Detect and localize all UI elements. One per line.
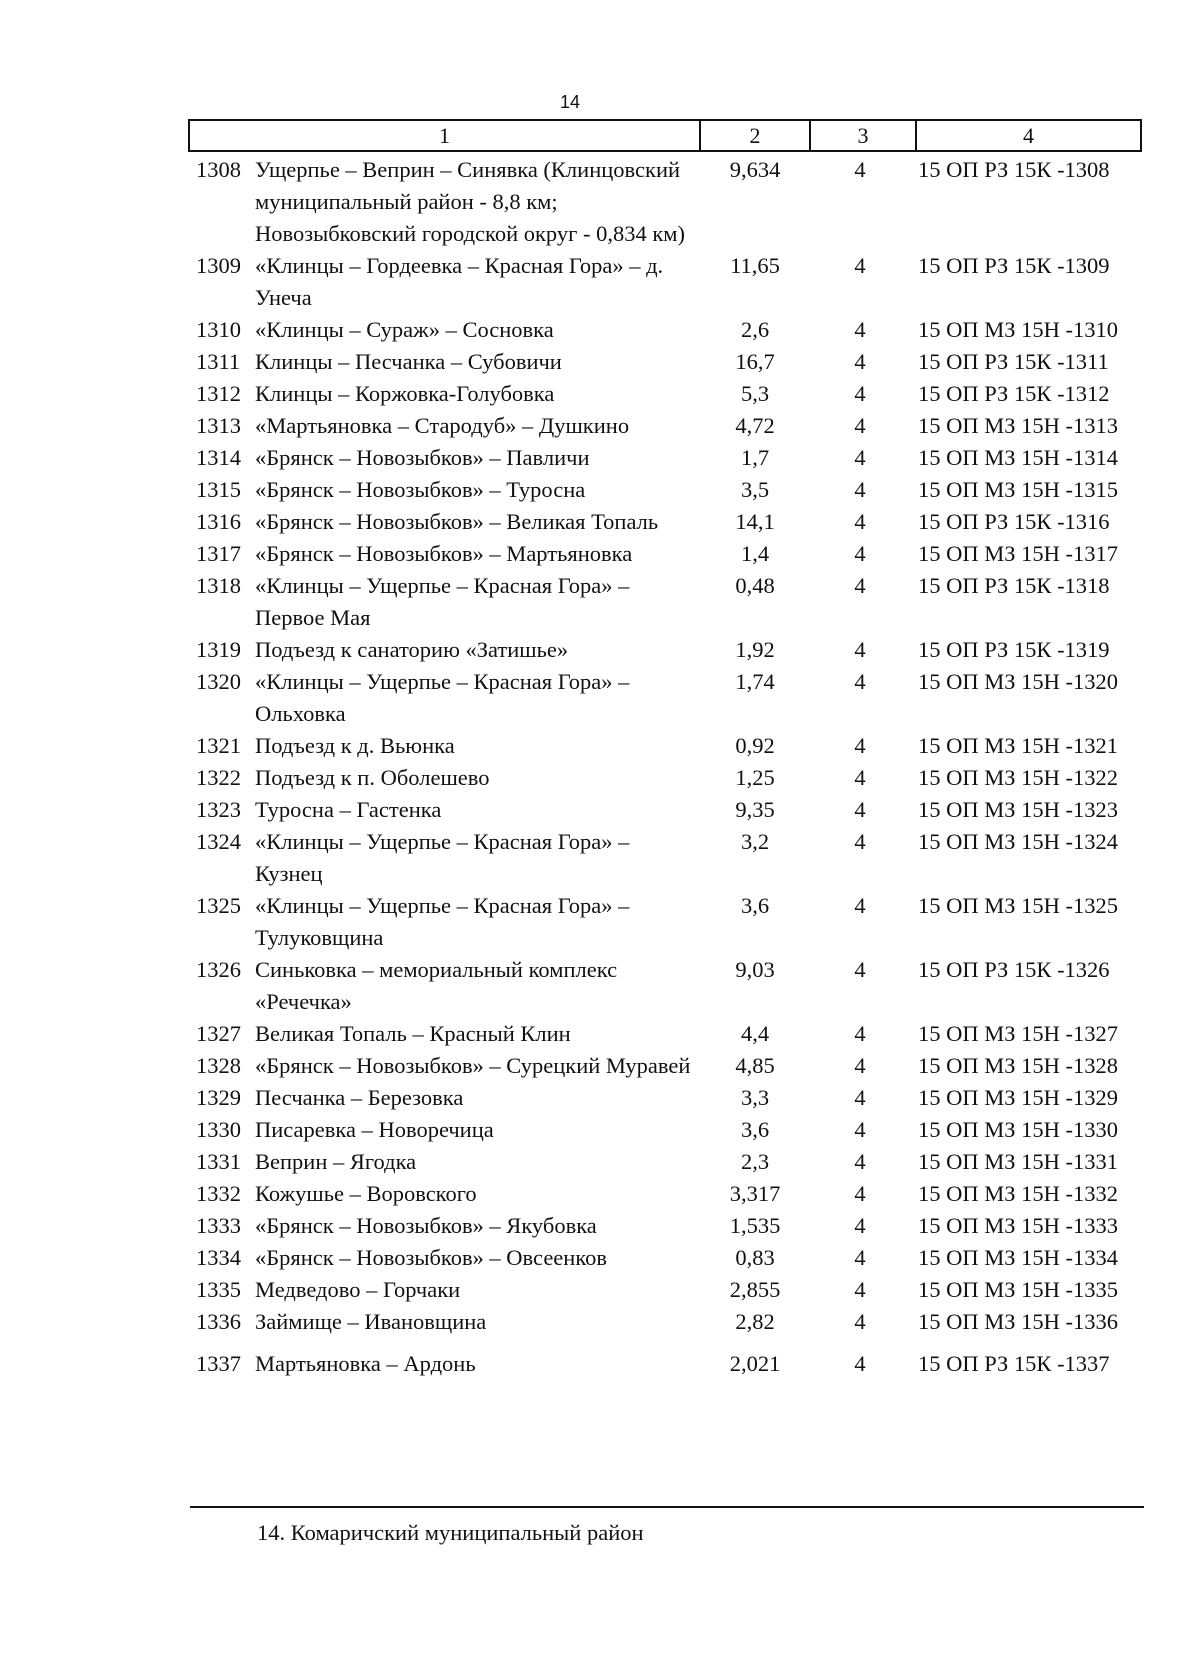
table-row bbox=[0, 890, 1200, 954]
road-category: 4 bbox=[854, 829, 866, 854]
road-code: 15 ОП МЗ 15Н -1322 bbox=[918, 765, 1119, 790]
road-category: 4 bbox=[854, 1213, 866, 1238]
road-name: Мартьяновка – Ардонь bbox=[255, 1351, 476, 1376]
table-row bbox=[0, 1348, 1200, 1380]
road-code: 15 ОП МЗ 15Н -1323 bbox=[918, 797, 1119, 822]
road-name: «Клинцы – Ущерпье – Красная Гора» – Первое Мая bbox=[255, 573, 630, 630]
road-code: 15 ОП РЗ 15К -1318 bbox=[918, 573, 1110, 598]
road-code: 15 ОП МЗ 15Н -1314 bbox=[918, 445, 1119, 470]
road-code: 15 ОП МЗ 15Н -1327 bbox=[918, 1021, 1119, 1046]
road-name: Ущерпье – Веприн – Синявка (Клинцовский муниципальный район - 8,8 км; Новозыбковский городской округ - 0,834 км) bbox=[255, 157, 686, 246]
table-row bbox=[0, 410, 1200, 442]
road-code: 15 ОП МЗ 15Н -1321 bbox=[918, 733, 1119, 758]
road-name: «Клинцы – Ущерпье – Красная Гора» – Кузнец bbox=[255, 829, 630, 886]
road-category: 4 bbox=[854, 733, 866, 758]
row-number: 1331 bbox=[196, 1149, 241, 1174]
road-category: 4 bbox=[854, 1085, 866, 1110]
row-number: 1332 bbox=[196, 1181, 241, 1206]
table-row bbox=[0, 154, 1200, 250]
road-length: 1,7 bbox=[740, 445, 770, 470]
road-category: 4 bbox=[854, 317, 866, 342]
road-code: 15 ОП МЗ 15Н -1329 bbox=[918, 1085, 1119, 1110]
road-category: 4 bbox=[854, 477, 866, 502]
road-length: 9,03 bbox=[735, 957, 775, 982]
road-category: 4 bbox=[854, 381, 866, 406]
road-code: 15 ОП МЗ 15Н -1335 bbox=[918, 1277, 1119, 1302]
table-row bbox=[0, 538, 1200, 570]
row-number: 1309 bbox=[196, 253, 241, 278]
road-length: 1,535 bbox=[729, 1213, 781, 1238]
table-row bbox=[0, 314, 1200, 346]
road-length: 1,74 bbox=[735, 669, 775, 694]
road-category: 4 bbox=[854, 1053, 866, 1078]
road-name: Кожушье – Воровского bbox=[255, 1181, 477, 1206]
road-category: 4 bbox=[854, 1309, 866, 1334]
table-row bbox=[0, 570, 1200, 634]
row-number: 1329 bbox=[196, 1085, 241, 1110]
road-code: 15 ОП МЗ 15Н -1328 bbox=[918, 1053, 1119, 1078]
road-code: 15 ОП МЗ 15Н -1320 bbox=[918, 669, 1119, 694]
row-number: 1335 bbox=[196, 1277, 241, 1302]
road-code: 15 ОП РЗ 15К -1308 bbox=[918, 157, 1110, 182]
table-header bbox=[188, 119, 1142, 152]
road-length: 0,92 bbox=[735, 733, 775, 758]
row-number: 1322 bbox=[196, 765, 241, 790]
table-row bbox=[0, 762, 1200, 794]
road-code: 15 ОП МЗ 15Н -1325 bbox=[918, 893, 1119, 918]
row-number: 1312 bbox=[196, 381, 241, 406]
road-length: 3,5 bbox=[740, 477, 770, 502]
road-code: 15 ОП РЗ 15К -1316 bbox=[918, 509, 1110, 534]
row-number: 1325 bbox=[196, 893, 241, 918]
road-name: Песчанка – Березовка bbox=[255, 1085, 464, 1110]
road-length: 2,3 bbox=[740, 1149, 770, 1174]
road-category: 4 bbox=[854, 957, 866, 982]
road-category: 4 bbox=[854, 1245, 866, 1270]
road-name: Веприн – Ягодка bbox=[255, 1149, 417, 1174]
road-code: 15 ОП МЗ 15Н -1324 bbox=[918, 829, 1119, 854]
road-code: 15 ОП МЗ 15Н -1336 bbox=[918, 1309, 1119, 1334]
row-number: 1328 bbox=[196, 1053, 241, 1078]
road-category: 4 bbox=[854, 765, 866, 790]
road-name: Медведово – Горчаки bbox=[255, 1277, 461, 1302]
road-name: «Клинцы – Ущерпье – Красная Гора» – Тулуковщина bbox=[255, 893, 630, 950]
table-row bbox=[0, 506, 1200, 538]
road-name: «Клинцы – Гордеевка – Красная Гора» – д. Унеча bbox=[255, 253, 664, 310]
header-col-1: 1 bbox=[190, 121, 701, 150]
road-name: Писаревка – Новоречица bbox=[255, 1117, 494, 1142]
road-category: 4 bbox=[854, 509, 866, 534]
row-number: 1314 bbox=[196, 445, 241, 470]
row-number: 1334 bbox=[196, 1245, 241, 1270]
table-row bbox=[0, 474, 1200, 506]
road-code: 15 ОП МЗ 15Н -1317 bbox=[918, 541, 1119, 566]
table-row bbox=[0, 1306, 1200, 1338]
page-number: 14 bbox=[560, 92, 581, 112]
row-number: 1323 bbox=[196, 797, 241, 822]
road-code: 15 ОП МЗ 15Н -1331 bbox=[918, 1149, 1119, 1174]
road-name: Клинцы – Песчанка – Субовичи bbox=[255, 349, 562, 374]
header-col-4: 4 bbox=[1023, 122, 1034, 148]
road-length: 11,65 bbox=[730, 253, 780, 278]
road-length: 3,317 bbox=[729, 1181, 781, 1206]
road-name: «Мартьяновка – Стародуб» – Душкино bbox=[255, 413, 630, 438]
row-number: 1313 bbox=[196, 413, 241, 438]
road-length: 2,855 bbox=[729, 1277, 781, 1302]
road-length: 16,7 bbox=[735, 349, 775, 374]
road-category: 4 bbox=[854, 573, 866, 598]
road-category: 4 bbox=[854, 797, 866, 822]
road-category: 4 bbox=[854, 349, 866, 374]
road-length: 4,4 bbox=[740, 1021, 770, 1046]
table-row bbox=[0, 1242, 1200, 1274]
table-bottom-rule bbox=[190, 1506, 1144, 1508]
road-name: «Брянск – Новозыбков» – Великая Топаль bbox=[255, 509, 659, 534]
row-number: 1321 bbox=[196, 733, 241, 758]
road-length: 2,021 bbox=[729, 1351, 781, 1376]
table-row bbox=[0, 634, 1200, 666]
road-category: 4 bbox=[854, 445, 866, 470]
row-number: 1316 bbox=[196, 509, 241, 534]
road-name: «Клинцы – Ущерпье – Красная Гора» – Ольховка bbox=[255, 669, 630, 726]
road-category: 4 bbox=[854, 413, 866, 438]
road-length: 3,6 bbox=[740, 1117, 770, 1142]
road-name: Подъезд к санаторию «Затишье» bbox=[255, 637, 569, 662]
road-length: 1,4 bbox=[740, 541, 770, 566]
row-number: 1330 bbox=[196, 1117, 241, 1142]
table-row bbox=[0, 666, 1200, 730]
road-category: 4 bbox=[854, 541, 866, 566]
row-number: 1319 bbox=[196, 637, 241, 662]
road-name: Займище – Ивановщина bbox=[255, 1309, 487, 1334]
row-number: 1324 bbox=[196, 829, 241, 854]
road-code: 15 ОП МЗ 15Н -1310 bbox=[918, 317, 1119, 342]
table-row bbox=[0, 954, 1200, 1018]
row-number: 1317 bbox=[196, 541, 241, 566]
road-length: 0,83 bbox=[735, 1245, 775, 1270]
road-name: Клинцы – Коржовка-Голубовка bbox=[255, 381, 555, 406]
road-name: «Брянск – Новозыбков» – Туросна bbox=[255, 477, 586, 502]
road-length: 9,634 bbox=[729, 157, 781, 182]
road-code: 15 ОП РЗ 15К -1309 bbox=[918, 253, 1110, 278]
road-category: 4 bbox=[854, 637, 866, 662]
road-code: 15 ОП МЗ 15Н -1330 bbox=[918, 1117, 1119, 1142]
road-length: 3,3 bbox=[740, 1085, 770, 1110]
road-code: 15 ОП МЗ 15Н -1313 bbox=[918, 413, 1119, 438]
table-row bbox=[0, 1178, 1200, 1210]
table-row bbox=[0, 1082, 1200, 1114]
road-code: 15 ОП МЗ 15Н -1332 bbox=[918, 1181, 1119, 1206]
row-number: 1326 bbox=[196, 957, 241, 982]
section-title: 14. Комаричский муниципальный район bbox=[257, 1520, 644, 1545]
road-code: 15 ОП РЗ 15К -1311 bbox=[918, 349, 1109, 374]
road-code: 15 ОП РЗ 15К -1326 bbox=[918, 957, 1110, 982]
road-category: 4 bbox=[854, 1117, 866, 1142]
road-length: 3,2 bbox=[740, 829, 770, 854]
road-category: 4 bbox=[854, 1351, 866, 1376]
table-row bbox=[0, 442, 1200, 474]
road-category: 4 bbox=[854, 253, 866, 278]
road-name: «Брянск – Новозыбков» – Павличи bbox=[255, 445, 590, 470]
table-row bbox=[0, 250, 1200, 314]
row-number: 1333 bbox=[196, 1213, 241, 1238]
row-number: 1308 bbox=[196, 157, 241, 182]
road-name: «Клинцы – Сураж» – Сосновка bbox=[255, 317, 554, 342]
road-code: 15 ОП МЗ 15Н -1334 bbox=[918, 1245, 1119, 1270]
row-number: 1311 bbox=[196, 349, 241, 374]
table-row bbox=[0, 794, 1200, 826]
table-row bbox=[0, 1050, 1200, 1082]
road-length: 4,72 bbox=[735, 413, 775, 438]
road-name: «Брянск – Новозыбков» – Мартьяновка bbox=[255, 541, 633, 566]
header-col-3: 3 bbox=[811, 121, 917, 150]
road-code: 15 ОП РЗ 15К -1312 bbox=[918, 381, 1110, 406]
road-name: «Брянск – Новозыбков» – Якубовка bbox=[255, 1213, 597, 1238]
table-row bbox=[0, 1114, 1200, 1146]
road-category: 4 bbox=[854, 1149, 866, 1174]
table-body bbox=[0, 154, 1200, 1380]
road-name: Туросна – Гастенка bbox=[255, 797, 442, 822]
road-length: 1,25 bbox=[735, 765, 775, 790]
road-category: 4 bbox=[854, 1277, 866, 1302]
header-col-2: 2 bbox=[701, 121, 811, 150]
row-number: 1310 bbox=[196, 317, 241, 342]
table-row bbox=[0, 346, 1200, 378]
road-code: 15 ОП МЗ 15Н -1333 bbox=[918, 1213, 1119, 1238]
road-category: 4 bbox=[854, 893, 866, 918]
road-name: Великая Топаль – Красный Клин bbox=[255, 1021, 571, 1046]
table-row bbox=[0, 1146, 1200, 1178]
road-category: 4 bbox=[854, 669, 866, 694]
table-row bbox=[0, 1018, 1200, 1050]
row-number: 1327 bbox=[196, 1021, 241, 1046]
table-row bbox=[0, 378, 1200, 410]
road-name: Подъезд к п. Оболешево bbox=[255, 765, 490, 790]
road-name: Синьковка – мемориальный комплекс «Речечка» bbox=[255, 957, 618, 1014]
table-row bbox=[0, 1274, 1200, 1306]
road-length: 2,6 bbox=[740, 317, 770, 342]
road-code: 15 ОП РЗ 15К -1337 bbox=[918, 1351, 1110, 1376]
road-code: 15 ОП МЗ 15Н -1315 bbox=[918, 477, 1119, 502]
road-code: 15 ОП РЗ 15К -1319 bbox=[918, 637, 1110, 662]
table-row bbox=[0, 1210, 1200, 1242]
table-row bbox=[0, 730, 1200, 762]
row-number: 1337 bbox=[196, 1351, 241, 1376]
road-category: 4 bbox=[854, 1181, 866, 1206]
road-name: «Брянск – Новозыбков» – Овсеенков bbox=[255, 1245, 607, 1270]
road-length: 14,1 bbox=[735, 509, 775, 534]
road-name: Подъезд к д. Вьюнка bbox=[255, 733, 455, 758]
road-length: 5,3 bbox=[740, 381, 770, 406]
road-length: 1,92 bbox=[735, 637, 775, 662]
road-length: 3,6 bbox=[740, 893, 770, 918]
road-category: 4 bbox=[854, 157, 866, 182]
road-length: 2,82 bbox=[735, 1309, 775, 1334]
road-length: 9,35 bbox=[735, 797, 775, 822]
row-number: 1320 bbox=[196, 669, 241, 694]
road-name: «Брянск – Новозыбков» – Сурецкий Муравей bbox=[255, 1053, 691, 1078]
road-length: 4,85 bbox=[735, 1053, 775, 1078]
road-length: 0,48 bbox=[735, 573, 775, 598]
row-number: 1336 bbox=[196, 1309, 241, 1334]
row-number: 1315 bbox=[196, 477, 241, 502]
road-category: 4 bbox=[854, 1021, 866, 1046]
row-number: 1318 bbox=[196, 573, 241, 598]
table-row bbox=[0, 826, 1200, 890]
